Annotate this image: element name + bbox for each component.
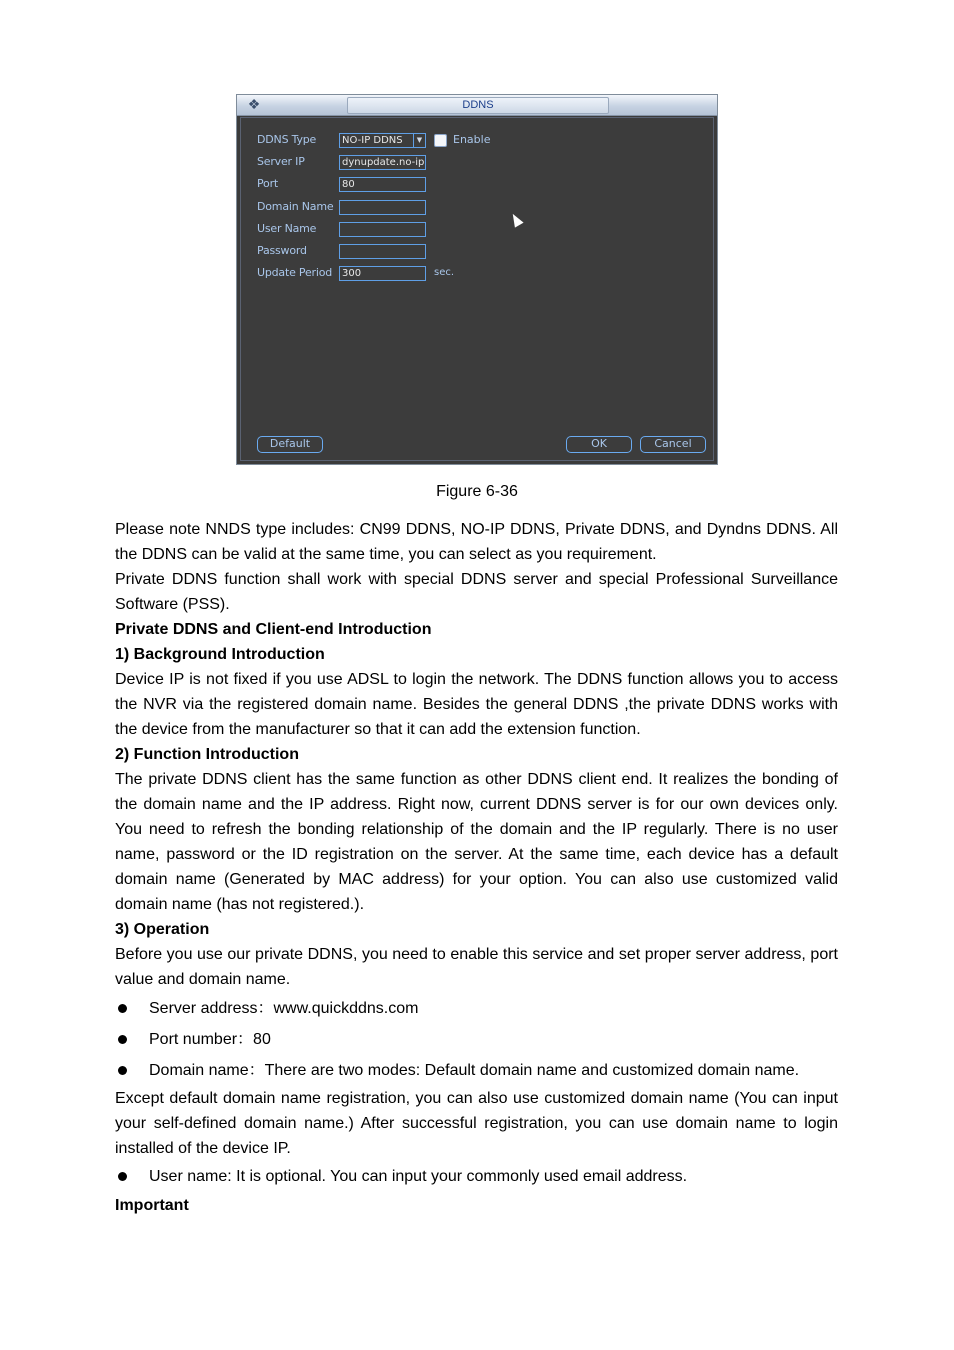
paragraph-background: Device IP is not fixed if you use ADSL to login the network. The DDNS function allows you to access the NVR via the registered domain name. Besides the general DDNS ,the private DDNS works with the device from the manufacturer so that it can add the extension function. [115, 671, 838, 738]
user-name-input[interactable] [339, 222, 426, 237]
default-button[interactable]: Default [257, 436, 323, 453]
bullet-text: User name: It is optional. You can input your commonly used email address. [149, 1168, 688, 1185]
paragraph-operation: Before you use our private DDNS, you need to enable this service and set proper server address, port value and domain name. [115, 946, 838, 988]
list-item [115, 1027, 838, 1052]
ddns-dialog [236, 94, 718, 465]
document-body [115, 517, 838, 1218]
server-ip-input[interactable]: dynupdate.no-ip [339, 155, 426, 170]
section-heading: Private DDNS and Client-end Introduction [115, 621, 432, 638]
paragraph-function: The private DDNS client has the same function as other DDNS client end. It realizes the bonding of the domain name and the IP address. Right now, current DDNS server is for our own devices only. You need to refresh the bonding relationship of the domain and the IP regularly. There is no user name, password or the ID registration on the server. At the same time, each device has a default domain name (Generated by MAC address) for your option. You can also use customized valid domain name (has not registered.). [115, 771, 838, 913]
ok-button[interactable]: OK [566, 436, 632, 453]
enable-checkbox[interactable] [434, 134, 447, 147]
domain-name-input[interactable] [339, 200, 426, 215]
subheading-operation: 3) Operation [115, 921, 210, 938]
dialog-title: DDNS [347, 97, 609, 114]
ddns-type-value: NO-IP DDNS [342, 135, 403, 146]
enable-label: Enable [453, 133, 491, 146]
paragraph-ddns-types: Please note NNDS type includes: CN99 DDNS, NO-IP DDNS, Private DDNS, and Dyndns DDNS. All the DDNS can be valid at the same time, you can select as you requirement. [115, 521, 838, 563]
bullet-text: Server address：www.quickddns.com [149, 1000, 419, 1017]
list-item [115, 1058, 838, 1083]
user-name-label: User Name [257, 222, 317, 235]
bullet-icon [118, 1004, 127, 1013]
update-period-input[interactable]: 300 [339, 266, 426, 281]
paragraph-private-ddns: Private DDNS function shall work with special DDNS server and special Professional Surveillance Software (PSS). [115, 571, 838, 613]
password-input[interactable] [339, 244, 426, 259]
server-ip-label: Server IP [257, 155, 305, 168]
list-item [115, 996, 838, 1021]
list-item [115, 1164, 838, 1189]
bullet-text: Port number：80 [149, 1031, 271, 1048]
important-heading: Important [115, 1197, 189, 1214]
bullet-icon [118, 1066, 127, 1075]
settings-panel [240, 117, 714, 461]
mouse-cursor-icon [508, 211, 523, 227]
bullet-icon [118, 1035, 127, 1044]
password-label: Password [257, 244, 307, 257]
ddns-type-label: DDNS Type [257, 133, 317, 146]
subheading-background: 1) Background Introduction [115, 646, 325, 663]
port-label: Port [257, 177, 279, 190]
update-period-label: Update Period [257, 266, 333, 279]
figure-caption: Figure 6-36 [436, 483, 518, 500]
dialog-titlebar [237, 95, 717, 116]
bullet-icon [118, 1172, 127, 1181]
cancel-button[interactable]: Cancel [640, 436, 706, 453]
chevron-down-icon[interactable]: ▼ [413, 134, 425, 147]
domain-name-label: Domain Name [257, 200, 334, 213]
update-period-unit: sec. [434, 267, 455, 278]
paragraph-domain-registration: Except default domain name registration, you can also use customized domain name (You can input your self-defined domain name.) After successful registration, you can use domain name to login installed of the device IP. [115, 1090, 838, 1157]
port-input[interactable]: 80 [339, 177, 426, 192]
subheading-function: 2) Function Introduction [115, 746, 299, 763]
bullet-text: Domain name：There are two modes: Default domain name and customized domain name. [149, 1062, 800, 1079]
app-logo-icon: ❖ [247, 96, 261, 112]
ddns-type-select[interactable] [339, 133, 426, 148]
